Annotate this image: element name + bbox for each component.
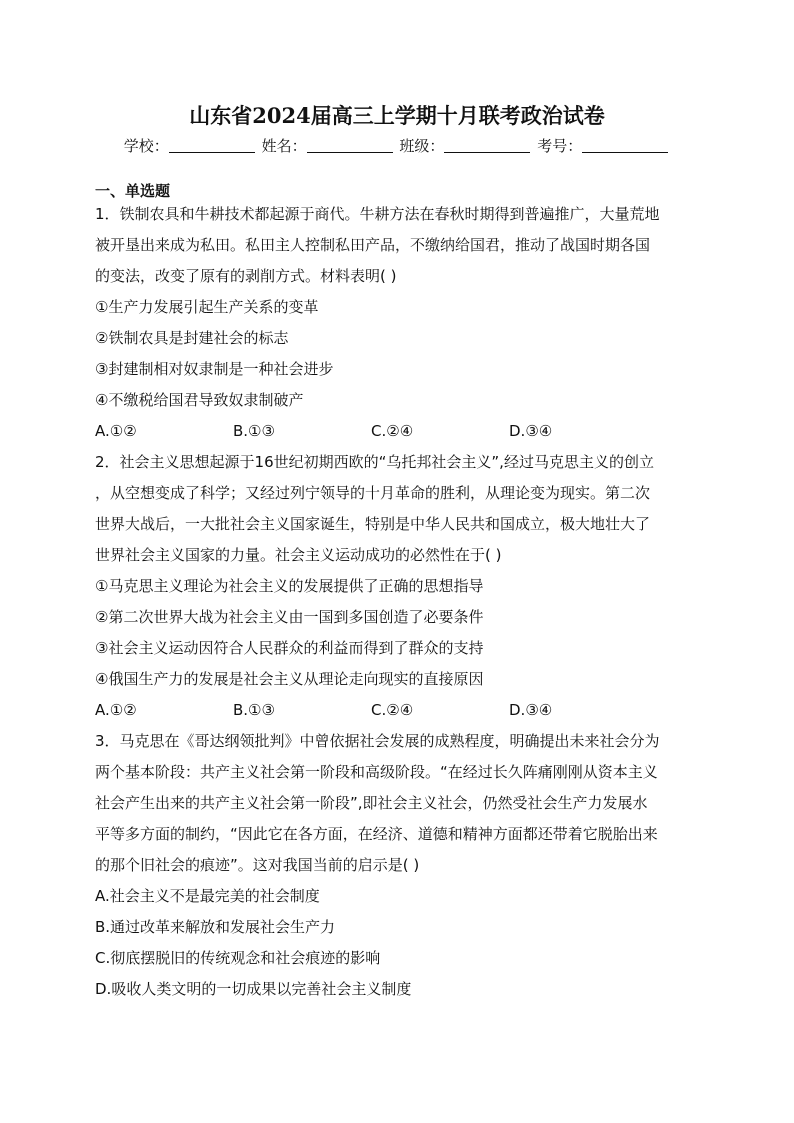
question-text-line: 的变法，改变了原有的剥削方式。材料表明( ) — [95, 267, 397, 285]
question-text-line: 2．社会主义思想起源于16世纪初期西欧的“乌托邦社会主义”,经过马克思主义的创立 — [95, 453, 654, 471]
question-1 — [95, 203, 700, 451]
exam-title: 山东省2024届高三上学期十月联考政治试卷 — [189, 103, 605, 128]
option-d[interactable]: D.③④ — [509, 422, 553, 440]
statement: ①生产力发展引起生产关系的变革 — [95, 298, 319, 316]
student-info-row — [0, 135, 794, 156]
option-a[interactable]: A.①② — [95, 701, 137, 719]
statement: ①马克思主义理论为社会主义的发展提供了正确的思想指导 — [95, 577, 484, 595]
section-title: 一、单选题 — [95, 182, 171, 200]
answer-options — [95, 699, 700, 730]
question-text-line: 被开垦出来成为私田。私田主人控制私田产品，不缴纳给国君，推动了战国时期各国 — [95, 236, 651, 254]
question-text-line: 世界社会主义国家的力量。社会主义运动成功的必然性在于( ) — [95, 546, 502, 564]
class-label: 班级： — [399, 137, 445, 155]
question-text-line: 两个基本阶段：共产主义社会第一阶段和高级阶段。“在经过长久阵痛刚刚从资本主义 — [95, 763, 658, 781]
option-a[interactable]: A.①② — [95, 422, 137, 440]
school-blank[interactable] — [169, 138, 255, 153]
question-text-line: 的那个旧社会的痕迹”。这对我国当前的启示是( ) — [95, 856, 420, 874]
answer-options — [95, 420, 700, 451]
question-text-line: 世界大战后，一大批社会主义国家诞生，特别是中华人民共和国成立，极大地壮大了 — [95, 515, 651, 533]
statement: ③封建制相对奴隶制是一种社会进步 — [95, 360, 334, 378]
option-b[interactable]: B.①③ — [233, 701, 275, 719]
statement: ②铁制农具是封建社会的标志 — [95, 329, 289, 347]
option-b[interactable]: B.①③ — [233, 422, 275, 440]
option-d[interactable]: D.吸收人类文明的一切成果以完善社会主义制度 — [95, 980, 412, 998]
option-a[interactable]: A.社会主义不是最完美的社会制度 — [95, 887, 320, 905]
statement: ④俄国生产力的发展是社会主义从理论走向现实的直接原因 — [95, 670, 484, 688]
question-text-line: 1．铁制农具和牛耕技术都起源于商代。牛耕方法在春秋时期得到普遍推广，大量荒地 — [95, 205, 660, 223]
questions-container — [95, 203, 700, 1009]
exam-number-blank[interactable] — [582, 138, 668, 153]
question-3 — [95, 730, 700, 1009]
option-b[interactable]: B.通过改革来解放和发展社会生产力 — [95, 918, 336, 936]
statement: ④不缴税给国君导致奴隶制破产 — [95, 391, 304, 409]
option-c[interactable]: C.彻底摆脱旧的传统观念和社会痕迹的影响 — [95, 949, 381, 967]
class-blank[interactable] — [444, 138, 530, 153]
question-text-line: 3．马克思在《哥达纲领批判》中曾依据社会发展的成熟程度，明确提出未来社会分为 — [95, 732, 660, 750]
statement: ②第二次世界大战为社会主义由一国到多国创造了必要条件 — [95, 608, 484, 626]
option-c[interactable]: C.②④ — [371, 422, 414, 440]
statement: ③社会主义运动因符合人民群众的利益而得到了群众的支持 — [95, 639, 484, 657]
name-blank[interactable] — [307, 138, 393, 153]
exam-number-label: 考号： — [537, 137, 583, 155]
name-label: 姓名： — [261, 137, 307, 155]
question-text-line: 社会产生出来的共产主义社会第一阶段”,即社会主义社会，仍然受社会生产力发展水 — [95, 794, 648, 812]
school-label: 学校： — [123, 137, 169, 155]
question-2 — [95, 451, 700, 730]
option-d[interactable]: D.③④ — [509, 701, 553, 719]
question-text-line: ，从空想变成了科学；又经过列宁领导的十月革命的胜利，从理论变为现实。第二次 — [95, 484, 651, 502]
option-c[interactable]: C.②④ — [371, 701, 414, 719]
question-text-line: 平等多方面的制约，“因此它在各方面，在经济、道德和精神方面都还带着它脱胎出来 — [95, 825, 658, 843]
